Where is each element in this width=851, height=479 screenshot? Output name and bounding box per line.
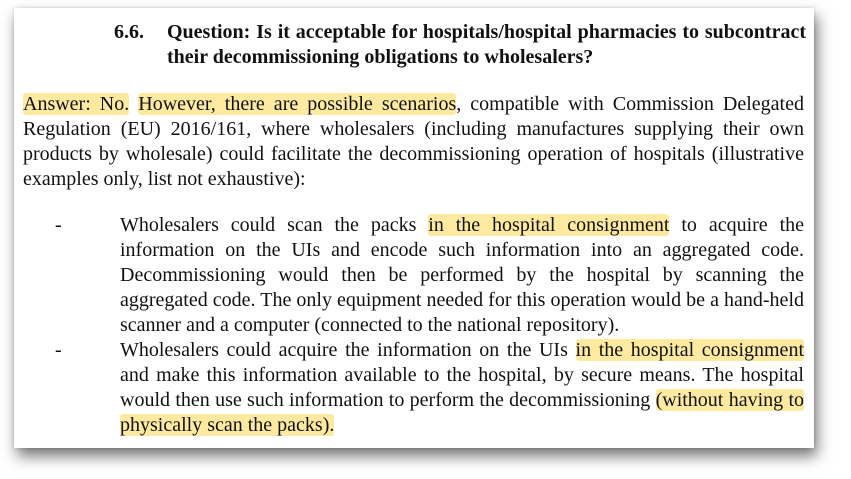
answer-paragraph xyxy=(23,92,804,192)
question-text: Question: Is it acceptable for hospitals/hospital pharmacies to subcontract their decommissioning obligations to wholesalers? xyxy=(167,21,806,68)
scenario-list xyxy=(14,213,814,438)
bullet-text-after: to acquire the information on the UIs and encode such information into an aggregated code. Decommissioning would then be performed by the hospital by scanning the aggregated code. The only equipment needed for this operation would be a hand-held scanner and a computer (connected to the national repository). xyxy=(120,214,805,336)
bullet-text-middle: and make this information available to the hospital, by secure means. The hospital would then use such information to perform the decommissioning xyxy=(120,364,804,411)
answer-no-highlight: Answer: No. xyxy=(23,93,130,115)
consignment-highlight: in the hospital consignment xyxy=(575,339,804,361)
consignment-highlight: in the hospital consignment xyxy=(428,214,670,236)
list-item xyxy=(14,338,814,438)
list-item xyxy=(14,213,814,338)
bullet-text-before: Wholesalers could acquire the information on the UIs xyxy=(120,339,576,361)
answer-rest: , compatible with Commission Delegated Regulation (EU) 2016/161, where wholesalers (including manufactures supplying their own products by wholesale) could facilitate the decommissioning operation of hospitals (illustrative examples only, list not exhaustive): xyxy=(23,93,804,190)
scan-packs-highlight: (without having to physically scan the packs). xyxy=(120,389,805,436)
bullet-text xyxy=(120,213,804,338)
bullet-text-before: Wholesalers could scan the packs xyxy=(120,214,429,236)
bullet-text xyxy=(120,338,804,438)
document-page xyxy=(14,8,814,448)
bullet-dash: - xyxy=(55,339,62,361)
scenarios-highlight: However, there are possible scenarios xyxy=(138,93,457,115)
bullet-dash: - xyxy=(55,214,62,236)
question-number: 6.6. xyxy=(114,21,144,43)
question-heading xyxy=(114,20,806,70)
